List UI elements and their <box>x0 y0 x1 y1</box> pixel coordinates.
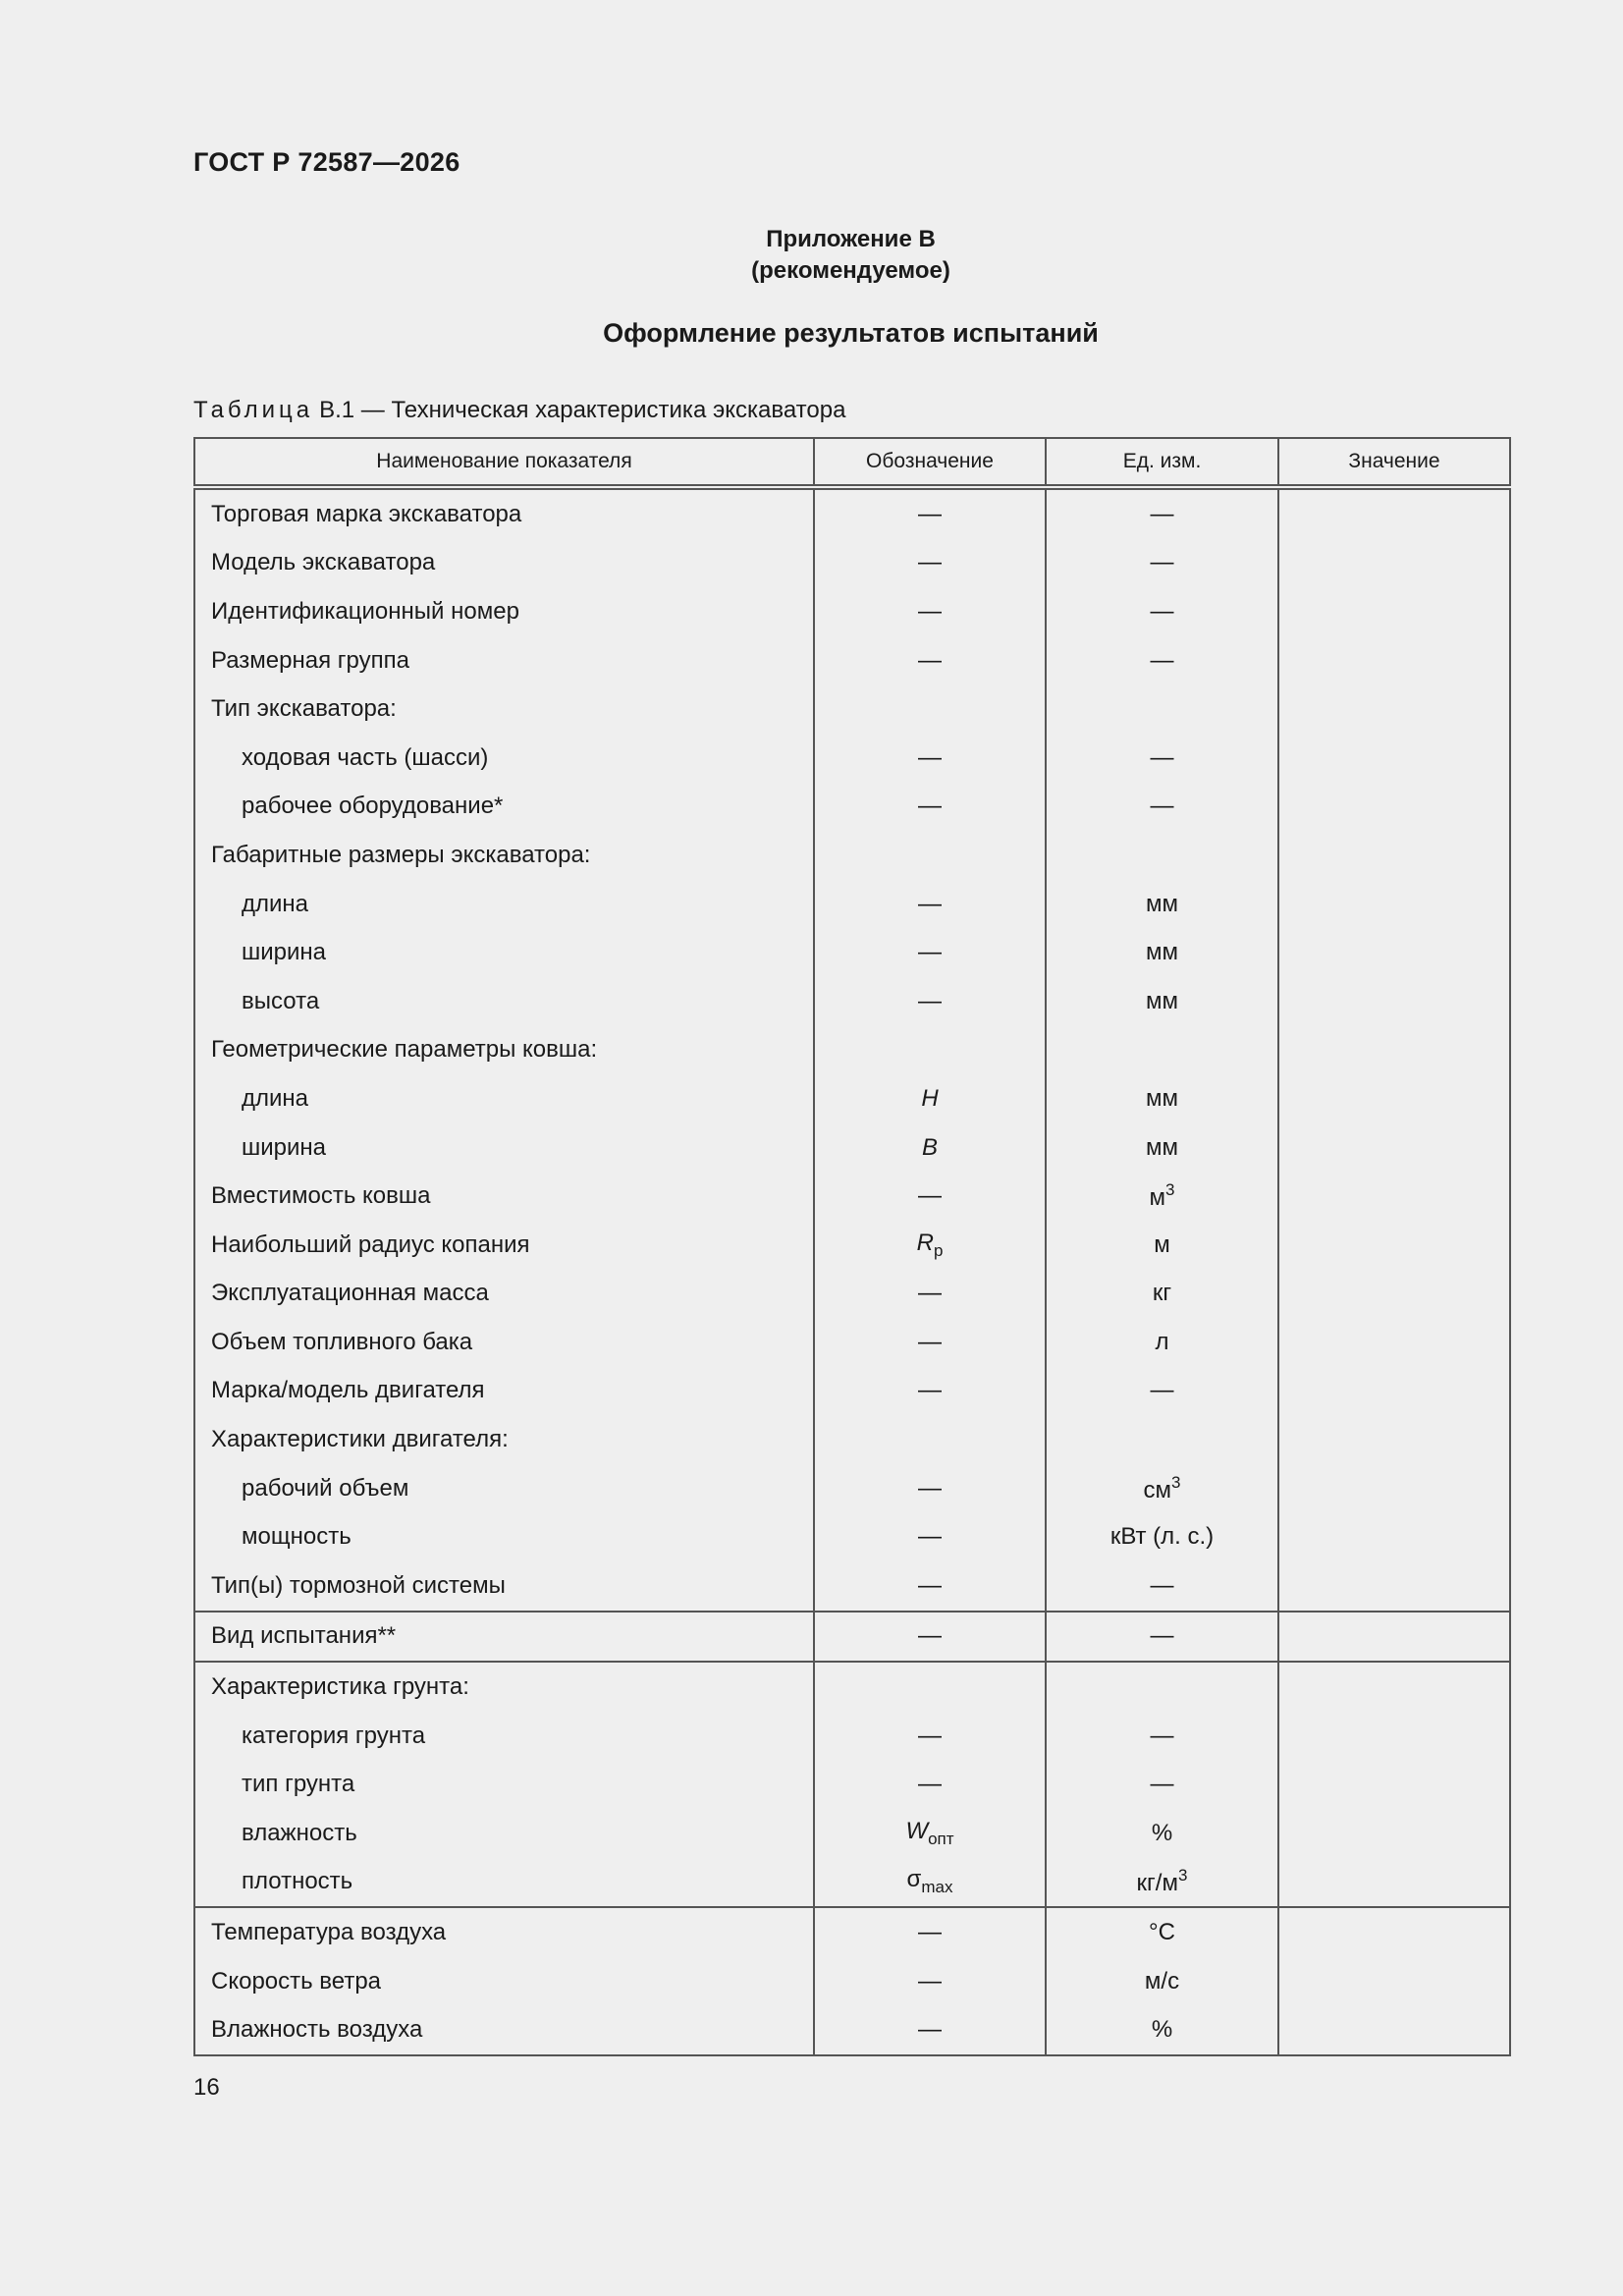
cell-parameter-name: Вид испытания** <box>194 1612 814 1663</box>
unit-superscript: 3 <box>1171 1472 1181 1492</box>
unit-text: — <box>1150 1771 1174 1798</box>
unit-text: мм <box>1146 987 1178 1014</box>
cell-unit <box>1046 928 1278 977</box>
cell-parameter-name: Характеристики двигателя: <box>194 1415 814 1464</box>
cell-symbol <box>814 1612 1046 1663</box>
cell-unit <box>1046 1318 1278 1367</box>
cell-unit <box>1046 1907 1278 1957</box>
table-row <box>194 1074 1510 1123</box>
table-row <box>194 636 1510 685</box>
cell-value <box>1278 783 1510 832</box>
table-header-row <box>194 438 1510 487</box>
cell-parameter-name: высота <box>194 977 814 1026</box>
cell-symbol <box>814 880 1046 929</box>
cell-unit <box>1046 1512 1278 1561</box>
cell-value <box>1278 1957 1510 2006</box>
table-row <box>194 539 1510 588</box>
cell-unit <box>1046 1561 1278 1612</box>
symbol-subscript: опт <box>928 1829 954 1848</box>
table-row <box>194 487 1510 539</box>
cell-symbol <box>814 539 1046 588</box>
symbol-text: — <box>918 1571 942 1599</box>
table-row <box>194 880 1510 929</box>
cell-parameter-name: рабочий объем <box>194 1464 814 1513</box>
unit-text: мм <box>1146 890 1178 917</box>
symbol-text: — <box>918 1967 942 1995</box>
symbol-text: — <box>918 987 942 1014</box>
cell-parameter-name: рабочее оборудование* <box>194 783 814 832</box>
cell-value <box>1278 1809 1510 1858</box>
cell-parameter-name: Марка/модель двигателя <box>194 1367 814 1416</box>
cell-value <box>1278 1760 1510 1809</box>
symbol-text: — <box>918 939 942 966</box>
cell-parameter-name: ходовая часть (шасси) <box>194 734 814 783</box>
cell-value <box>1278 880 1510 929</box>
cell-value <box>1278 928 1510 977</box>
cell-parameter-name: Температура воздуха <box>194 1907 814 1957</box>
unit-text: — <box>1150 743 1174 771</box>
unit-text: — <box>1150 646 1174 674</box>
column-header-value: Значение <box>1278 438 1510 487</box>
cell-parameter-name: Объем топливного бака <box>194 1318 814 1367</box>
cell-value <box>1278 1415 1510 1464</box>
table-row <box>194 1957 1510 2006</box>
cell-symbol <box>814 783 1046 832</box>
column-header-symbol: Обозначение <box>814 438 1046 487</box>
unit-text: — <box>1150 1622 1174 1650</box>
cell-unit <box>1046 1026 1278 1075</box>
column-header-name: Наименование показателя <box>194 438 814 487</box>
cell-parameter-name: длина <box>194 880 814 929</box>
cell-value <box>1278 1858 1510 1908</box>
unit-superscript: 3 <box>1165 1180 1175 1200</box>
symbol-text: — <box>918 1328 942 1355</box>
cell-parameter-name: Скорость ветра <box>194 1957 814 2006</box>
unit-text: л <box>1155 1328 1169 1355</box>
cell-parameter-name: плотность <box>194 1858 814 1908</box>
cell-parameter-name: Геометрические параметры ковша: <box>194 1026 814 1075</box>
cell-unit <box>1046 1957 1278 2006</box>
table-row <box>194 587 1510 636</box>
cell-unit <box>1046 1760 1278 1809</box>
cell-parameter-name: Модель экскаватора <box>194 539 814 588</box>
table-row <box>194 1561 1510 1612</box>
cell-value <box>1278 587 1510 636</box>
table-caption <box>193 397 845 424</box>
table-row <box>194 1907 1510 1957</box>
cell-parameter-name: Эксплуатационная масса <box>194 1270 814 1319</box>
cell-value <box>1278 487 1510 539</box>
table-row <box>194 831 1510 880</box>
table-row <box>194 1415 1510 1464</box>
cell-value <box>1278 1712 1510 1761</box>
cell-symbol <box>814 587 1046 636</box>
cell-value <box>1278 539 1510 588</box>
symbol-text: — <box>918 1919 942 1946</box>
symbol-text: — <box>918 1474 942 1502</box>
cell-unit <box>1046 783 1278 832</box>
unit-text: — <box>1150 1722 1174 1749</box>
cell-parameter-name: влажность <box>194 1809 814 1858</box>
symbol-text: — <box>918 500 942 527</box>
cell-value <box>1278 1123 1510 1173</box>
table-row <box>194 1712 1510 1761</box>
cell-parameter-name: Тип экскаватора: <box>194 684 814 734</box>
symbol-text: — <box>918 1622 942 1650</box>
cell-symbol <box>814 831 1046 880</box>
cell-unit <box>1046 1270 1278 1319</box>
cell-unit <box>1046 2005 1278 2055</box>
cell-parameter-name: ширина <box>194 928 814 977</box>
cell-symbol <box>814 1809 1046 1858</box>
cell-symbol <box>814 734 1046 783</box>
cell-value <box>1278 1318 1510 1367</box>
symbol-text: — <box>918 1182 942 1210</box>
cell-value <box>1278 684 1510 734</box>
symbol-text: — <box>918 890 942 917</box>
unit-text: — <box>1150 500 1174 527</box>
cell-symbol <box>814 636 1046 685</box>
cell-unit <box>1046 1123 1278 1173</box>
cell-unit <box>1046 734 1278 783</box>
cell-unit <box>1046 1809 1278 1858</box>
symbol-text: — <box>918 549 942 576</box>
table-row <box>194 1026 1510 1075</box>
table-body <box>194 487 1510 2055</box>
cell-unit <box>1046 1074 1278 1123</box>
cell-value <box>1278 636 1510 685</box>
cell-unit <box>1046 487 1278 539</box>
cell-parameter-name: Наибольший радиус копания <box>194 1221 814 1270</box>
cell-symbol <box>814 1712 1046 1761</box>
table-row <box>194 734 1510 783</box>
cell-parameter-name: Вместимость ковша <box>194 1172 814 1221</box>
cell-unit <box>1046 1367 1278 1416</box>
symbol-subscript: р <box>933 1240 944 1260</box>
cell-symbol <box>814 1464 1046 1513</box>
cell-parameter-name: Тип(ы) тормозной системы <box>194 1561 814 1612</box>
unit-text: кг/м <box>1136 1870 1178 1897</box>
table-row <box>194 1221 1510 1270</box>
table-row <box>194 2005 1510 2055</box>
cell-value <box>1278 977 1510 1026</box>
unit-text: кг <box>1152 1280 1172 1307</box>
cell-symbol <box>814 684 1046 734</box>
unit-text: — <box>1150 549 1174 576</box>
cell-symbol <box>814 1415 1046 1464</box>
unit-superscript: 3 <box>1177 1866 1188 1886</box>
symbol-text: — <box>918 1280 942 1307</box>
cell-symbol <box>814 1172 1046 1221</box>
symbol-text: W <box>905 1817 929 1844</box>
cell-value <box>1278 1561 1510 1612</box>
table-row <box>194 1512 1510 1561</box>
cell-parameter-name: Размерная группа <box>194 636 814 685</box>
table-row <box>194 1123 1510 1173</box>
symbol-text: — <box>918 1722 942 1749</box>
cell-unit <box>1046 1662 1278 1712</box>
cell-value <box>1278 1221 1510 1270</box>
table-row <box>194 1270 1510 1319</box>
unit-text: °C <box>1149 1919 1175 1946</box>
cell-unit <box>1046 880 1278 929</box>
unit-text: кВт (л. с.) <box>1109 1523 1215 1551</box>
unit-text: — <box>1150 1377 1174 1404</box>
cell-parameter-name: Габаритные размеры экскаватора: <box>194 831 814 880</box>
symbol-text: — <box>918 646 942 674</box>
cell-symbol <box>814 928 1046 977</box>
table-row <box>194 1760 1510 1809</box>
symbol-text: — <box>918 2016 942 2044</box>
unit-text: м <box>1149 1184 1166 1212</box>
symbol-text: H <box>921 1084 939 1112</box>
unit-text: мм <box>1146 939 1178 966</box>
symbol-text: — <box>918 597 942 625</box>
cell-value <box>1278 1907 1510 1957</box>
cell-value <box>1278 1612 1510 1663</box>
cell-unit <box>1046 636 1278 685</box>
symbol-subscript: max <box>921 1878 953 1897</box>
table-row <box>194 1809 1510 1858</box>
cell-symbol <box>814 977 1046 1026</box>
cell-symbol <box>814 1318 1046 1367</box>
column-header-unit: Ед. изм. <box>1046 438 1278 487</box>
cell-value <box>1278 1662 1510 1712</box>
cell-parameter-name: длина <box>194 1074 814 1123</box>
cell-value <box>1278 734 1510 783</box>
cell-value <box>1278 1026 1510 1075</box>
specification-table <box>193 437 1511 2056</box>
cell-symbol <box>814 1026 1046 1075</box>
cell-symbol <box>814 1512 1046 1561</box>
cell-symbol <box>814 1561 1046 1612</box>
unit-text: мм <box>1146 1084 1178 1112</box>
symbol-text: — <box>918 1523 942 1551</box>
cell-value <box>1278 2005 1510 2055</box>
cell-unit <box>1046 587 1278 636</box>
unit-text: м <box>1154 1230 1170 1258</box>
unit-text: % <box>1151 2016 1173 2044</box>
cell-symbol <box>814 1662 1046 1712</box>
unit-text: м/с <box>1144 1967 1180 1995</box>
cell-symbol <box>814 487 1046 539</box>
unit-text: — <box>1150 597 1174 625</box>
symbol-text: — <box>918 1771 942 1798</box>
cell-value <box>1278 1270 1510 1319</box>
cell-symbol <box>814 1760 1046 1809</box>
cell-unit <box>1046 1858 1278 1908</box>
unit-text: — <box>1150 1571 1174 1599</box>
symbol-text: — <box>918 793 942 820</box>
cell-unit <box>1046 1172 1278 1221</box>
cell-parameter-name: ширина <box>194 1123 814 1173</box>
symbol-text: R <box>916 1229 934 1256</box>
page-number: 16 <box>193 2074 220 2101</box>
cell-value <box>1278 1172 1510 1221</box>
table-row <box>194 1858 1510 1908</box>
cell-unit <box>1046 1415 1278 1464</box>
table-row <box>194 684 1510 734</box>
cell-value <box>1278 1367 1510 1416</box>
cell-value <box>1278 1074 1510 1123</box>
cell-unit <box>1046 1464 1278 1513</box>
cell-symbol <box>814 2005 1046 2055</box>
unit-text: — <box>1150 793 1174 820</box>
cell-parameter-name: категория грунта <box>194 1712 814 1761</box>
table-row <box>194 1318 1510 1367</box>
annex-status: (рекомендуемое) <box>751 257 950 284</box>
cell-parameter-name: Торговая марка экскаватора <box>194 487 814 539</box>
annex-title: Приложение В <box>766 226 936 252</box>
cell-symbol <box>814 1367 1046 1416</box>
cell-symbol <box>814 1074 1046 1123</box>
table-row <box>194 1612 1510 1663</box>
table-caption-prefix: Таблица <box>193 397 314 423</box>
cell-symbol <box>814 1123 1046 1173</box>
cell-parameter-name: Идентификационный номер <box>194 587 814 636</box>
table-row <box>194 928 1510 977</box>
cell-symbol <box>814 1957 1046 2006</box>
unit-text: мм <box>1146 1133 1178 1161</box>
cell-parameter-name: тип грунта <box>194 1760 814 1809</box>
table-row <box>194 1662 1510 1712</box>
cell-unit <box>1046 684 1278 734</box>
unit-text: % <box>1151 1819 1173 1846</box>
cell-parameter-name: Влажность воздуха <box>194 2005 814 2055</box>
cell-unit <box>1046 1221 1278 1270</box>
cell-symbol <box>814 1858 1046 1908</box>
table-row <box>194 783 1510 832</box>
table-caption-text: В.1 — Техническая характеристика экскаватора <box>319 397 846 423</box>
unit-text: см <box>1143 1476 1172 1503</box>
cell-unit <box>1046 831 1278 880</box>
cell-parameter-name: Характеристика грунта: <box>194 1662 814 1712</box>
section-title: Оформление результатов испытаний <box>603 318 1099 348</box>
table-row <box>194 1172 1510 1221</box>
table-row <box>194 977 1510 1026</box>
cell-symbol <box>814 1221 1046 1270</box>
cell-value <box>1278 831 1510 880</box>
symbol-text: B <box>921 1133 938 1161</box>
document-standard-header: ГОСТ Р 72587—2026 <box>193 147 460 177</box>
cell-unit <box>1046 1712 1278 1761</box>
cell-unit <box>1046 977 1278 1026</box>
table-row <box>194 1464 1510 1513</box>
table-row <box>194 1367 1510 1416</box>
symbol-text: — <box>918 1377 942 1404</box>
cell-value <box>1278 1464 1510 1513</box>
cell-unit <box>1046 1612 1278 1663</box>
symbol-text: σ <box>906 1866 922 1893</box>
cell-unit <box>1046 539 1278 588</box>
cell-symbol <box>814 1270 1046 1319</box>
cell-value <box>1278 1512 1510 1561</box>
cell-parameter-name: мощность <box>194 1512 814 1561</box>
cell-symbol <box>814 1907 1046 1957</box>
symbol-text: — <box>918 743 942 771</box>
